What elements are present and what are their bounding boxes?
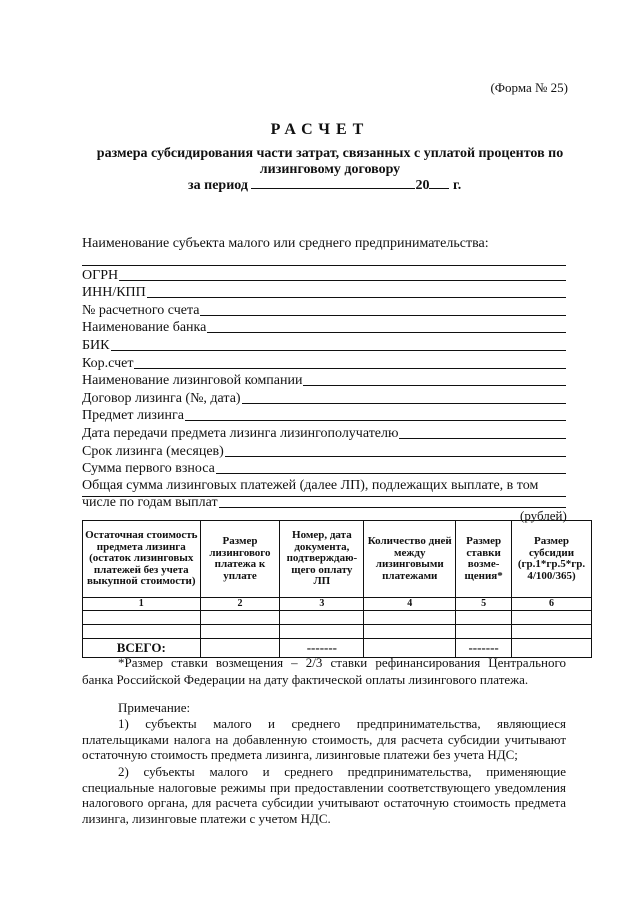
field-line [147, 297, 566, 298]
field-line [200, 315, 566, 316]
header-subsidy-size: Размер субсидии (гр.1*гр.5*гр. 4/100/365) [512, 521, 592, 598]
field-line [111, 350, 567, 351]
field-label: Кор.счет [82, 355, 134, 371]
total-payments-extra-line [82, 496, 566, 497]
total-label: ВСЕГО: [83, 639, 201, 658]
column-number: 6 [512, 598, 592, 611]
header-payment-document: Номер, дата документа, подтверждаю-щего оплату ЛП [280, 521, 364, 598]
field-corr-account [82, 354, 566, 372]
table-cell [280, 611, 364, 625]
year-blank [429, 176, 449, 189]
total-dash-col5: ------- [456, 639, 512, 658]
field-transfer-date [82, 424, 566, 442]
column-number: 2 [200, 598, 280, 611]
rate-footnote: *Размер ставки возмещения – 2/3 ставки рефинансирования Центрального банка Российской Федерации на дату фактической оплаты лизингового платежа. [82, 655, 566, 687]
field-inn-kpp [82, 284, 566, 302]
column-number: 4 [364, 598, 456, 611]
document-subtitle: размера субсидирования части затрат, связанных с уплатой процентов по лизинговому договору [96, 146, 564, 177]
field-line [219, 507, 566, 508]
table-cell [456, 625, 512, 639]
header-payment-size: Размер лизингового платежа к уплате [200, 521, 280, 598]
field-label: Наименование лизинговой компании [82, 373, 303, 389]
field-label: БИК [82, 337, 110, 353]
field-line [225, 456, 566, 457]
note-item-1: 1) субъекты малого и среднего предпринимательства, являющиеся плательщиками налога на добавленную стоимость, для расчета субсидии учитывают остаточную стоимость предмета лизинга, лизинговые платежи без учета НДС; [82, 716, 566, 762]
field-account [82, 301, 566, 319]
field-leasing-subject [82, 407, 566, 425]
table-cell [200, 625, 280, 639]
field-bank-name [82, 319, 566, 337]
field-bik [82, 336, 566, 354]
field-label: Наименование банка [82, 320, 207, 336]
document-title: РАСЧЕТ [270, 121, 370, 138]
field-line [216, 473, 566, 474]
period-label: за период [188, 178, 248, 193]
table-cell [456, 611, 512, 625]
field-line [119, 280, 566, 281]
field-label: Дата передачи предмета лизинга лизингополучателю [82, 425, 399, 441]
header-rate: Размер ставки возме-щения* [456, 521, 512, 598]
table-header-row [83, 521, 592, 598]
header-days-count: Количество дней между лизинговыми платежами [364, 521, 456, 598]
field-total-payments [82, 477, 566, 511]
field-label: ОГРН [82, 267, 119, 283]
header-residual-value: Остаточная стоимость предмета лизинга (остаток лизинговых платежей без учета выкупной стоимости) [83, 521, 201, 598]
table-cell [280, 625, 364, 639]
requisites-fields [82, 266, 566, 511]
field-label: Сумма первого взноса [82, 461, 215, 477]
period-year-suffix: г. [452, 178, 462, 193]
table-row [83, 625, 592, 639]
field-label: ИНН/КПП [82, 285, 146, 301]
subsidy-calculation-table [82, 520, 592, 658]
period-year-prefix: 20 [415, 178, 430, 193]
note-item-2: 2) субъекты малого и среднего предпринимательства, применяющие специальные налоговые режимы при предоставлении соответствующего уведомления налогового органа, для расчета субсидии учитывают остаточную стоимость предмета лизинга, лизинговые платежи с учетом НДС. [82, 764, 566, 826]
table-row [83, 611, 592, 625]
total-dash-col3: ------- [280, 639, 364, 658]
field-label: Договор лизинга (№, дата) [82, 390, 241, 406]
column-numbers-row [83, 598, 592, 611]
form-number: (Форма № 25) [490, 80, 568, 95]
field-line [134, 368, 566, 369]
table-cell [83, 611, 201, 625]
field-ogrn [82, 266, 566, 284]
total-payments-line2: числе по годам выплат [82, 495, 218, 511]
field-leasing-contract [82, 389, 566, 407]
table-cell [83, 625, 201, 639]
field-line [185, 420, 566, 421]
table-cell [512, 625, 592, 639]
field-line [207, 332, 566, 333]
field-label: Предмет лизинга [82, 408, 184, 424]
table-cell [512, 611, 592, 625]
field-line [303, 385, 566, 386]
field-line [242, 403, 566, 404]
currency-unit: (рублей) [520, 508, 567, 523]
table-cell [200, 611, 280, 625]
column-number: 5 [456, 598, 512, 611]
total-payments-line1: Общая сумма лизинговых платежей (далее ЛП), подлежащих выплате, в том [82, 478, 539, 494]
field-leasing-term [82, 442, 566, 460]
period-blank [251, 176, 415, 189]
field-line [399, 438, 566, 439]
field-leasing-company [82, 372, 566, 390]
field-first-payment [82, 460, 566, 478]
subject-name-label: Наименование субъекта малого или среднего предпринимательства: [82, 236, 489, 251]
table-cell [364, 625, 456, 639]
field-label: № расчетного счета [82, 302, 200, 318]
column-number: 3 [280, 598, 364, 611]
notes-title: Примечание: [118, 700, 191, 715]
column-number: 1 [83, 598, 201, 611]
field-label: Срок лизинга (месяцев) [82, 443, 224, 459]
table-cell [364, 611, 456, 625]
period-line [188, 176, 461, 194]
